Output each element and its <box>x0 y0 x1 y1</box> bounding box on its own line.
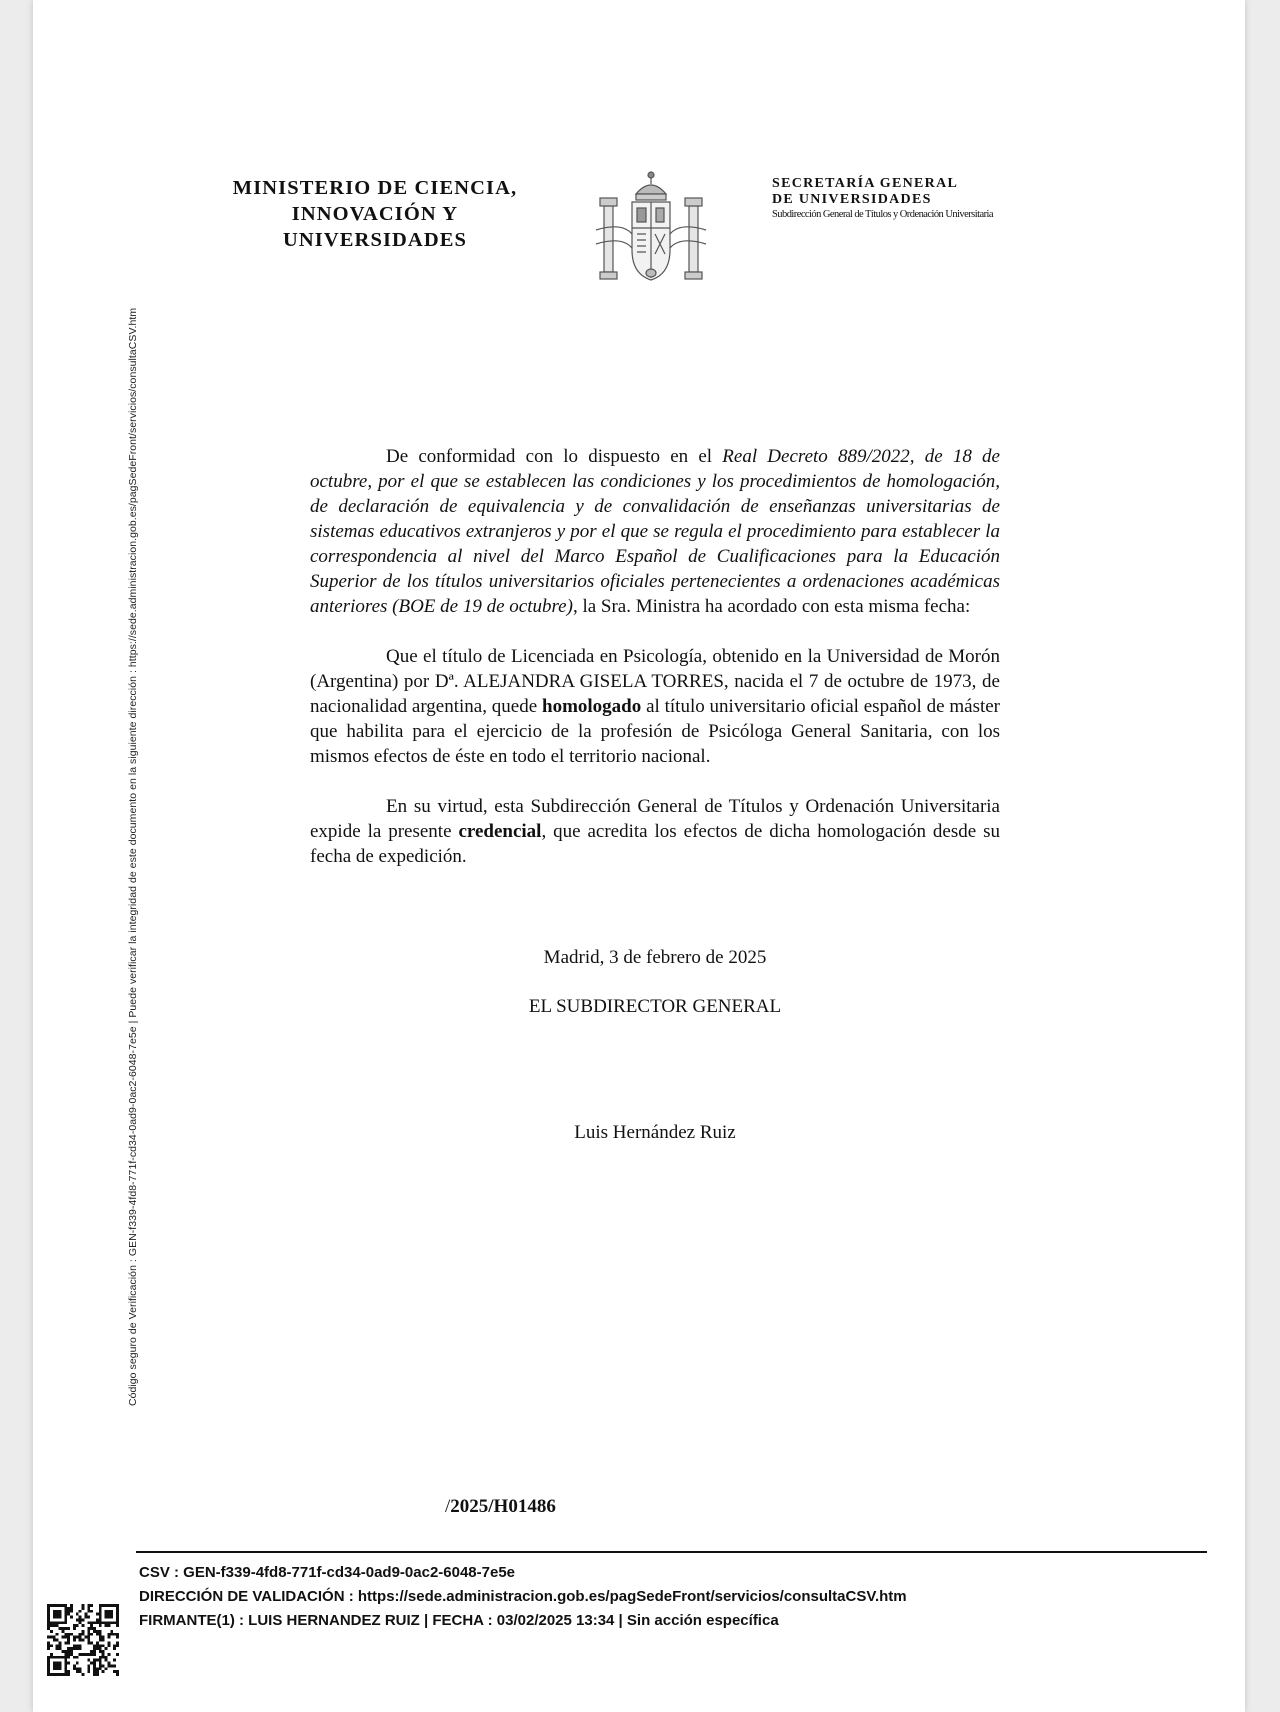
footer-divider <box>136 1551 1207 1553</box>
ministry-line: UNIVERSIDADES <box>282 229 468 251</box>
paragraph-2 <box>310 644 1000 769</box>
secretaria-line: DE UNIVERSIDADES <box>772 192 932 207</box>
reference-number: 2025/H01486 <box>450 1496 556 1517</box>
p3-tail: , que acredita los efectos de dicha homologación desde su fecha de expedición. <box>310 821 1000 867</box>
signer-name: Luis Hernández Ruiz <box>574 1122 736 1143</box>
footer-signer: FIRMANTE(1) : LUIS HERNANDEZ RUIZ | FECHA : 03/02/2025 13:34 | Sin acción específica <box>139 1612 779 1629</box>
reference-code <box>445 1496 556 1518</box>
side-verification <box>127 138 143 1406</box>
resolution-body <box>310 444 1000 894</box>
p2-tail: al título universitario oficial español de máster que habilita para el ejercicio de la profesión de Psicóloga General Sanitaria, con los mismos efectos de éste en todo el territorio nacional. <box>310 696 1000 767</box>
secretaria-general <box>772 176 1072 222</box>
closing-role: EL SUBDIRECTOR GENERAL <box>528 996 782 1017</box>
reference-slash: / <box>445 1496 451 1517</box>
footer-validation: DIRECCIÓN DE VALIDACIÓN : https://sede.administracion.gob.es/pagSedeFront/servicios/consultaCSV.htm <box>139 1588 907 1605</box>
secretaria-line: SECRETARÍA GENERAL <box>772 176 959 191</box>
p3-bold: credencial <box>458 821 542 842</box>
p3-lead: En su virtud, esta Subdirección General de Títulos y Ordenación Universitaria expide la presente <box>310 796 1000 842</box>
ministry-line: MINISTERIO DE CIENCIA, <box>232 177 518 199</box>
ministry-name <box>225 175 525 253</box>
footer-block <box>139 1561 907 1633</box>
paragraph-3 <box>310 794 1000 869</box>
closing-date: Madrid, 3 de febrero de 2025 <box>543 947 767 968</box>
p1-decree: Real Decreto 889/2022, de 18 de octubre, por el que se establecen las condiciones y los procedimientos de homologación, de declaración de equivalencia y de convalidación de enseñanzas universitarias de sistemas educativos extranjeros y por el que se regula el procedimiento para establecer la correspondencia al nivel del Marco Español de Cualificaciones para la Educación Superior de los títulos universitarios oficiales pertenecientes a ordenaciones académicas anteriores (BOE de 19 de octubre) <box>310 446 1000 617</box>
paragraph-1 <box>310 444 1000 619</box>
coat-of-arms-icon <box>592 170 710 286</box>
side-verification-text: Código seguro de Verificación : GEN-f339-4fd8-771f-cd34-0ad9-0ac2-6048-7e5e | Puede verificar la integridad de este documento en la siguiente dirección : https://sede.administracion.gob.es/pagSedeFront/servicios/consultaCSV.htm <box>127 307 139 1406</box>
p1-tail: , la Sra. Ministra ha acordado con esta misma fecha: <box>572 596 971 617</box>
footer-csv: CSV : GEN-f339-4fd8-771f-cd34-0ad9-0ac2-6048-7e5e <box>139 1564 516 1581</box>
p2-lead: Que el título de Licenciada en Psicología, obtenido en la Universidad de Morón (Argentina) por Dª. ALEJANDRA GISELA TORRES, nacida el 7 de octubre de 1973, de nacionalidad argentina, quede <box>310 646 1000 717</box>
subdireccion-name: Subdirección General de Títulos y Ordenación Universitaria <box>772 209 993 220</box>
p2-bold: homologado <box>542 696 642 717</box>
qr-code-icon <box>47 1604 119 1676</box>
ministry-line: INNOVACIÓN Y <box>291 203 459 225</box>
p1-lead: De conformidad con lo dispuesto en el <box>386 446 723 467</box>
